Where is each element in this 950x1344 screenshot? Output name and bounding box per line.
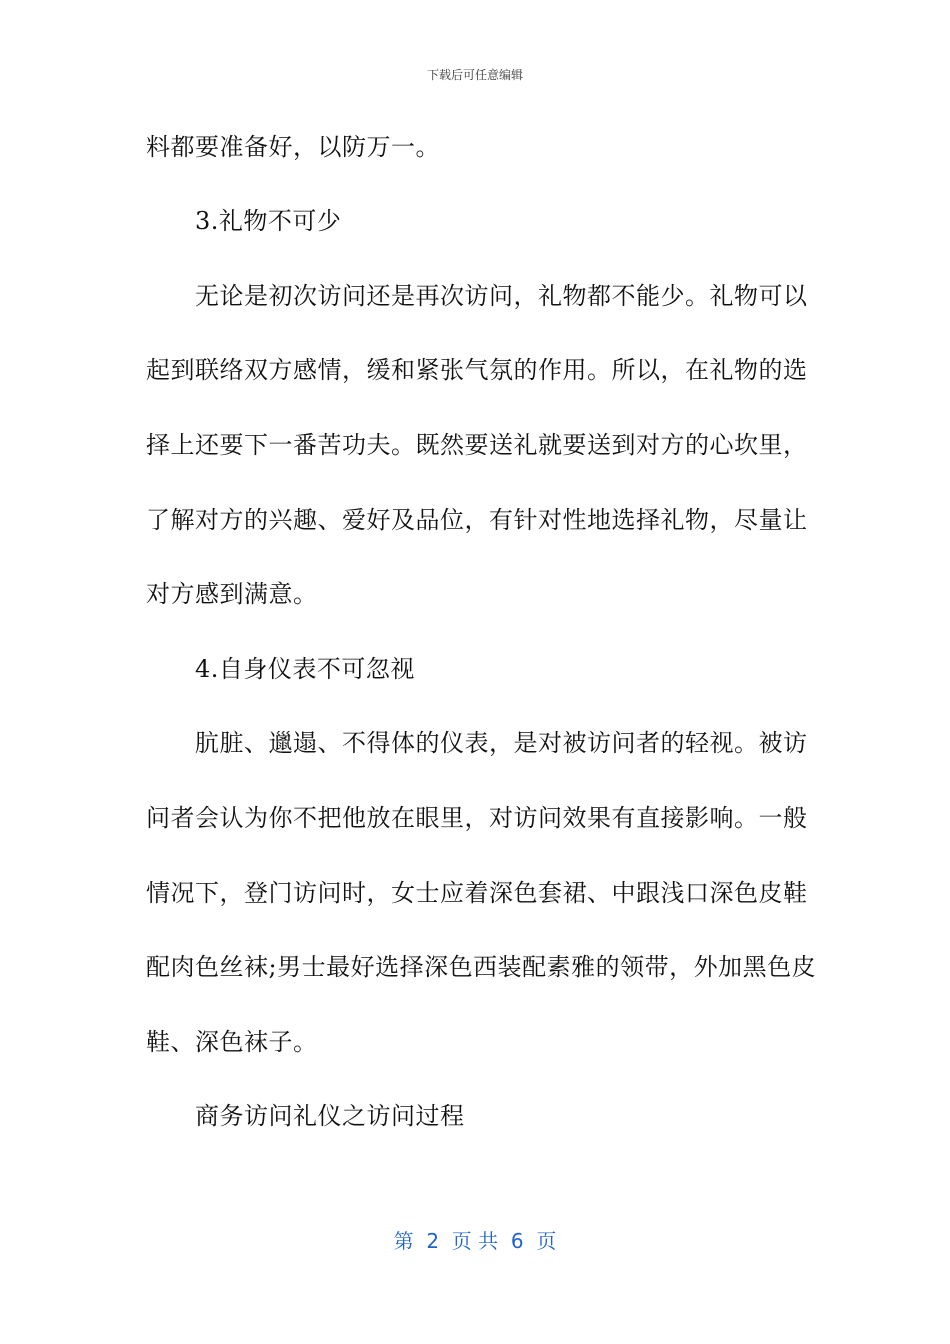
text-line: 对方感到满意。: [146, 580, 318, 608]
text-line: 了解对方的兴趣、爱好及品位，有针对性地选择礼物，尽量让: [146, 506, 808, 534]
page-number-footer: 第 2 页 共 6 页: [393, 1229, 557, 1253]
section-heading: 4.自身仪表不可忽视: [146, 655, 415, 683]
text-line: 情况下，登门访问时，女士应着深色套裙、中跟浅口深色皮鞋: [146, 879, 808, 907]
section-heading: 商务访问礼仪之访问过程: [146, 1102, 465, 1130]
text-line: 肮脏、邋遢、不得体的仪表，是对被访问者的轻视。被访: [146, 729, 808, 757]
text-line: 料都要准备好，以防万一。: [146, 133, 440, 161]
text-line: 择上还要下一番苦功夫。既然要送礼就要送到对方的心坎里，: [146, 431, 808, 459]
section-heading: 3.礼物不可少: [146, 207, 342, 235]
text-line: 无论是初次访问还是再次访问，礼物都不能少。礼物可以: [146, 282, 808, 310]
text-line: 鞋、深色袜子。: [146, 1028, 318, 1056]
text-line: 配肉色丝袜;男士最好选择深色西装配素雅的领带，外加黑色皮: [146, 953, 817, 981]
text-line: 起到联络双方感情，缓和紧张气氛的作用。所以，在礼物的选: [146, 356, 808, 384]
page-header: 下载后可任意编辑: [426, 68, 523, 82]
text-line: 问者会认为你不把他放在眼里，对访问效果有直接影响。一般: [146, 804, 808, 832]
